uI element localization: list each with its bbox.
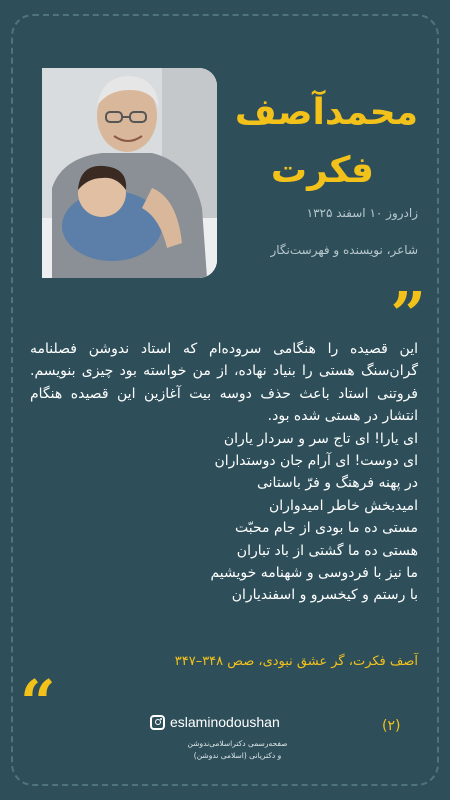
poet-name-line2: فکرت	[270, 150, 374, 191]
closing-double-quote-icon: ”	[390, 278, 426, 351]
poem-line: ای دوست! ای آرام جان دوستداران	[214, 453, 418, 470]
footer-subtitle-line1: صفحه‌رسمی دکتراسلامی‌ندوشن	[187, 739, 288, 748]
portrait-illustration	[42, 68, 217, 278]
poem-line: ای یارا! ای تاج سر و سردار یاران	[223, 430, 418, 447]
poem-body	[30, 338, 418, 607]
intro-paragraph: این قصیده را هنگامی سروده‌ام که استاد ندوشن فصلنامه گران‌سنگ هستی را بنیاد نهاده، از من خواسته بود چیزی بنویسم. فروتنی استاد باعث حذف دوسه بیت آغازین این قصیده هنگام انتشار در هستی شده بود.	[30, 341, 418, 425]
poet-name-line1: محمدآصف	[234, 92, 418, 133]
poem-line: با رستم و کیخسرو و اسفندیاران	[231, 587, 418, 604]
poem-line: هستی ده ما گشتی از باد تباران	[236, 542, 418, 559]
portrait-photo	[42, 68, 217, 278]
instagram-icon	[150, 715, 165, 730]
instagram-handle[interactable]	[150, 712, 325, 732]
poem-line: در پهنه فرهنگ و فرّ باستانی	[256, 475, 418, 492]
poem-line: ما نیز با فردوسی و شهنامه خویشیم	[210, 565, 418, 582]
poem-line: مستی ده ما بودی از جام محبّت	[235, 520, 418, 537]
birthday-text: زادروز ۱۰ اسفند ۱۳۲۵	[306, 206, 418, 220]
opening-double-quote-icon: “	[20, 666, 56, 739]
source-citation: آصف فکرت، گر عشق نبودی، صص ۳۴۸–۳۴۷	[174, 654, 418, 669]
role-text: شاعر، نویسنده و فهرست‌نگار	[270, 243, 418, 257]
poem-line: امیدبخش خاطر امیدواران	[269, 497, 418, 514]
footer-subtitle-line2: و دکتر‌یانی (اسلامی ندوشن)	[193, 751, 282, 760]
handle-text: eslaminodoushan	[170, 714, 280, 730]
page-number: (۲)	[382, 718, 401, 734]
